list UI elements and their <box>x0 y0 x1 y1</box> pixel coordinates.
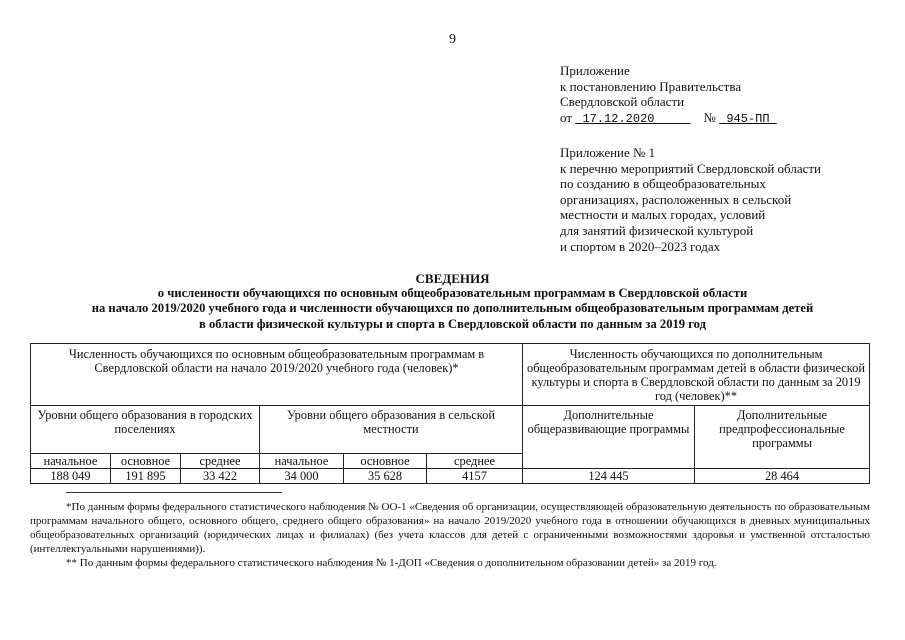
header-rural-levels: Уровни общего образования в сельской местности <box>260 406 523 454</box>
footnote-separator <box>66 492 282 493</box>
footnote-2-text: ** По данным формы федерального статистического наблюдения № 1-ДОП «Сведения о дополнительном образовании детей» за 2019 год. <box>66 557 717 569</box>
level-label: среднее <box>181 454 260 469</box>
value-cell: 35 628 <box>344 469 427 484</box>
document-title <box>0 271 905 332</box>
appendix-1-line: Приложение № 1 <box>560 145 656 160</box>
appendix-main-line2: к постановлению Правительства <box>560 78 742 94</box>
title-line: на начало 2019/2020 учебного года и численности обучающихся по дополнительным общеобразовательным программам детей <box>91 301 814 316</box>
level-label: начальное <box>31 454 111 469</box>
header-urban-levels: Уровни общего образования в городских поселениях <box>31 406 260 454</box>
value-cell: 4157 <box>427 469 523 484</box>
footnote-1-text: *По данным формы федерального статистического наблюдения № ОО-1 «Сведения об организации, осуществляющей образовательную деятельность по образовательным программам начального общего, основного общего, среднего общего образования» на начало 2019/2020 учебного года в отношении обучающихся в дневных муниципальных общеобразовательных организаций (юридических лицах и филиалах) (без учета классов для детей с ограниченными возможностями здоровья и умственной отсталостью (интеллектуальными нарушениями)). <box>30 501 870 555</box>
title-main: СВЕДЕНИЯ <box>415 271 490 286</box>
appendix-main-line1: Приложение <box>560 63 630 78</box>
value-cell: 191 895 <box>111 469 181 484</box>
appendix-main-date-line <box>560 110 777 128</box>
header-additional-general: Дополнительные общеразвивающие программы <box>523 406 695 469</box>
appendix-1 <box>560 145 821 254</box>
resolution-number: 945-ПП <box>726 111 770 126</box>
level-label: основное <box>344 454 427 469</box>
value-cell: 124 445 <box>523 469 695 484</box>
value-cell: 34 000 <box>260 469 344 484</box>
header-additional-programs: Численность обучающихся по дополнительным общеобразовательным программам детей в области физической культуры и спорта в Свердловской области по данным за 2019 год (человек)** <box>523 344 870 406</box>
title-line: в области физической культуры и спорта в Свердловской области по данным за 2019 год <box>199 316 706 331</box>
appendix-main-line3: Свердловской области <box>560 94 685 110</box>
appendix-main <box>560 63 777 127</box>
value-cell: 28 464 <box>695 469 870 484</box>
appendix-1-line: местности и малых городах, условий <box>560 207 766 223</box>
level-label: основное <box>111 454 181 469</box>
level-label: начальное <box>260 454 344 469</box>
appendix-1-line: по созданию в общеобразовательных <box>560 176 766 192</box>
appendix-1-line: организациях, расположенных в сельской <box>560 191 792 207</box>
appendix-1-line: к перечню мероприятий Свердловской области <box>560 160 822 176</box>
header-additional-preprof: Дополнительные предпрофессиональные программы <box>695 406 870 469</box>
number-prefix: № <box>703 109 716 125</box>
page-number: 9 <box>449 32 456 47</box>
header-main-programs: Численность обучающихся по основным общеобразовательным программам в Свердловской области на начало 2019/2020 учебного года (человек)* <box>31 344 523 406</box>
date-prefix: от <box>560 109 573 125</box>
value-cell: 188 049 <box>31 469 111 484</box>
statistics-table <box>30 343 870 484</box>
footnote-2 <box>30 556 870 570</box>
resolution-date: 17.12.2020 <box>582 111 655 126</box>
level-label: среднее <box>427 454 523 469</box>
title-line: о численности обучающихся по основным общеобразовательным программам в Свердловской области <box>157 286 748 301</box>
appendix-1-line: для занятий физической культурой <box>560 222 754 238</box>
footnote-1 <box>30 500 870 556</box>
appendix-1-line: и спортом в 2020–2023 годах <box>560 238 721 254</box>
value-cell: 33 422 <box>181 469 260 484</box>
